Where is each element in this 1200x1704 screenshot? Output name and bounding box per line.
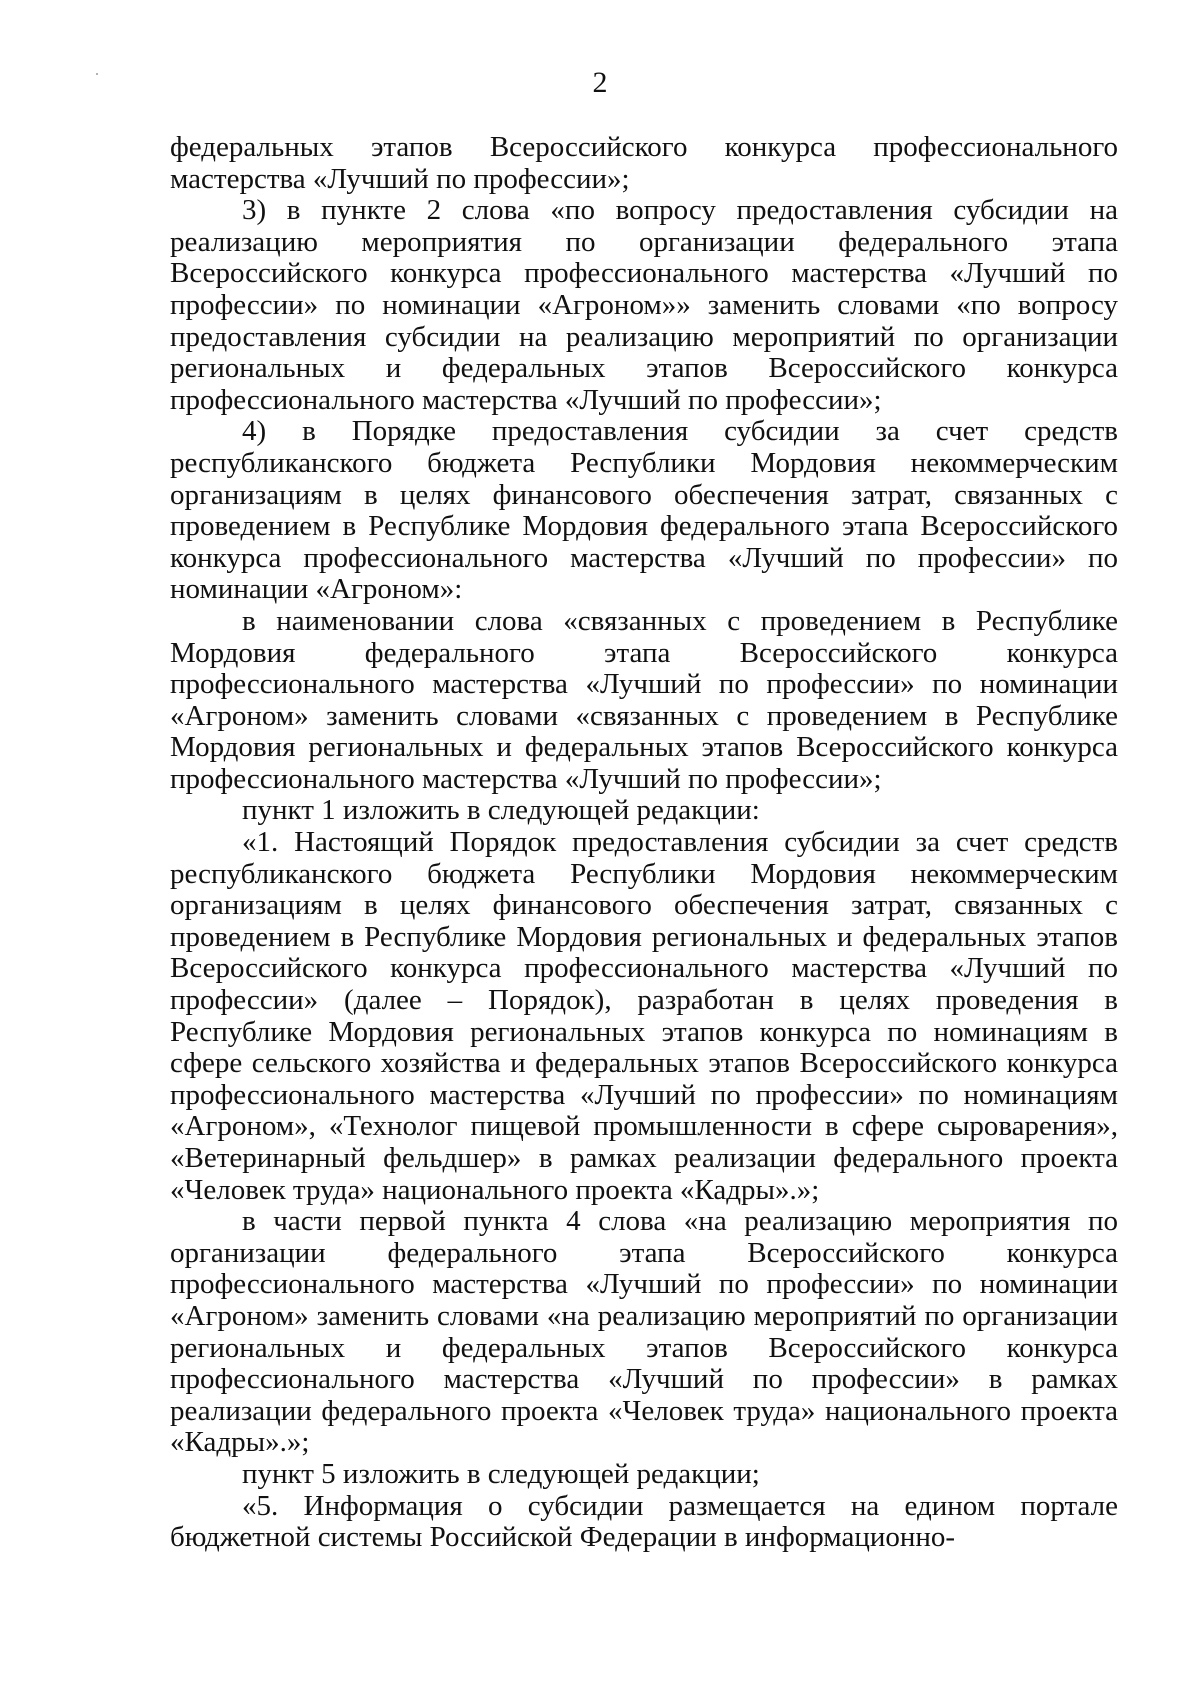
paragraph-point-5-text: «5. Информация о субсидии размещается на едином портале бюджетной системы Российской Федерации в информационно- xyxy=(170,1489,1118,1554)
paragraph-point-1-intro: пункт 1 изложить в следующей редакции: xyxy=(242,794,760,827)
paragraph-continuation: федеральных этапов Всероссийского конкурса профессионального мастерства «Лучший по профессии»; xyxy=(170,131,1118,195)
page-number: 2 xyxy=(592,66,608,99)
paragraph-title-change: в наименовании слова «связанных с проведением в Республике Мордовия федерального этапа Всероссийского конкурса профессионального мастерства «Лучший по профессии» по номинации «Агроном» заменить словами «связанных с проведением в Республике Мордовия региональных и федеральных этапов Всероссийского конкурса профессионального мастерства «Лучший по профессии»; xyxy=(170,604,1118,795)
paragraph-item-3: 3) в пункте 2 слова «по вопросу предоставления субсидии на реализацию мероприятия по организации федерального этапа Всероссийского конкурса профессионального мастерства «Лучший по профессии» по номинации «Агроном»» заменить словами «по вопросу предоставления субсидии на реализацию мероприятий по организации региональных и федеральных этапов Всероссийского конкурса профессионального мастерства «Лучший по профессии»; xyxy=(170,194,1118,416)
paragraph-item-4: 4) в Порядке предоставления субсидии за счет средств республиканского бюджета Республики Мордовия некоммерческим организациям в целях финансового обеспечения затрат, связанных с проведением в Республике Мордовия федерального этапа Всероссийского конкурса профессионального мастерства «Лучший по профессии» по номинации «Агроном»: xyxy=(170,415,1118,606)
paragraph-point-5-intro: пункт 5 изложить в следующей редакции; xyxy=(242,1457,760,1490)
document-body xyxy=(170,132,1118,1554)
paragraph-point-1-text: «1. Настоящий Порядок предоставления субсидии за счет средств республиканского бюджета Республики Мордовия некоммерческим организациям в целях финансового обеспечения затрат, связанных с проведением в Республике Мордовия региональных и федеральных этапов Всероссийского конкурса профессионального мастерства «Лучший по профессии» (далее – Порядок), разработан в целях проведения в Республике Мордовия региональных этапов конкурса по номинациям в сфере сельского хозяйства и федеральных этапов Всероссийского конкурса профессионального мастерства «Лучший по профессии» по номинациям «Агроном», «Технолог пищевой промышленности в сфере сыроварения», «Ветеринарный фельдшер» в рамках реализации федерального проекта «Человек труда» национального проекта «Кадры».»; xyxy=(170,826,1118,1206)
paragraph-point-4-change: в части первой пункта 4 слова «на реализацию мероприятия по организации федерального этапа Всероссийского конкурса профессионального мастерства «Лучший по профессии» по номинации «Агроном» заменить словами «на реализацию мероприятий по организации региональных и федеральных этапов Всероссийского конкурса профессионального мастерства «Лучший по профессии» в рамках реализации федерального проекта «Человек труда» национального проекта «Кадры».»; xyxy=(170,1205,1118,1459)
